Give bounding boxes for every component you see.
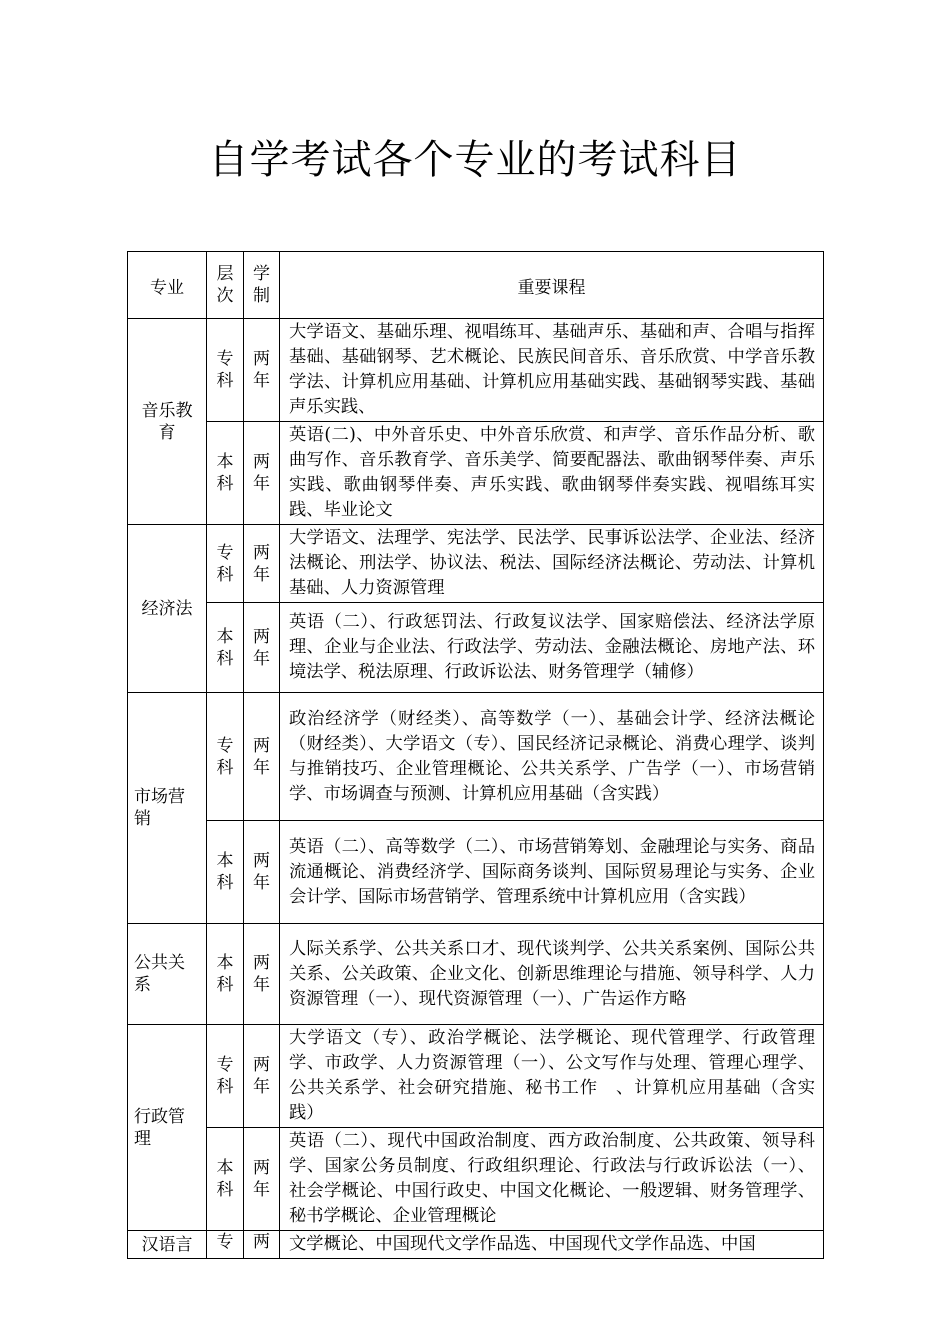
table-row [128,1231,824,1259]
header-system: 学制 [244,252,280,319]
system-cell: 两年 [244,319,280,422]
table-row [128,603,824,693]
major-cell: 音乐教育 [128,319,207,525]
level-cell: 专科 [207,525,244,603]
system-cell: 两年 [244,693,280,821]
header-major: 专业 [128,252,207,319]
level-cell: 专科 [207,693,244,821]
level-cell: 本科 [207,924,244,1025]
system-cell: 两 [244,1231,280,1259]
courses-cell: 英语（二）、行政惩罚法、行政复议法学、国家赔偿法、经济法学原理、企业与企业法、行政法学、劳动法、金融法概论、房地产法、环境法学、税法原理、行政诉讼法、财务管理学（辅修） [280,603,824,693]
level-cell: 专 [207,1231,244,1259]
level-cell: 本科 [207,603,244,693]
system-cell: 两年 [244,422,280,525]
courses-cell: 大学语文、法理学、宪法学、民法学、民事诉讼法学、企业法、经济法概论、刑法学、协议法、税法、国际经济法概论、劳动法、计算机基础、人力资源管理 [280,525,824,603]
table-row [128,525,824,603]
system-cell: 两年 [244,821,280,924]
header-level: 层次 [207,252,244,319]
courses-cell: 英语（二）、现代中国政治制度、西方政治制度、公共政策、领导科学、国家公务员制度、行政组织理论、行政法与行政诉讼法（一）、社会学概论、中国行政史、中国文化概论、一般逻辑、财务管理学、秘书学概论、企业管理概论 [280,1128,824,1231]
table-row [128,821,824,924]
system-cell: 两年 [244,525,280,603]
courses-cell: 人际关系学、公共关系口才、现代谈判学、公共关系案例、国际公共关系、公关政策、企业文化、创新思维理论与措施、领导科学、人力资源管理（一）、现代资源管理（一）、广告运作方略 [280,924,824,1025]
major-cell: 汉语言 [128,1231,207,1259]
level-cell: 本科 [207,422,244,525]
major-cell: 经济法 [128,525,207,693]
table-row [128,319,824,422]
level-cell: 本科 [207,1128,244,1231]
major-cell: 市场营销 [128,693,207,924]
courses-cell: 文学概论、中国现代文学作品选、中国现代文学作品选、中国 [280,1231,824,1259]
table-row [128,693,824,821]
curriculum-table [127,251,824,1259]
system-cell: 两年 [244,603,280,693]
page-title: 自学考试各个专业的考试科目 [208,137,742,183]
courses-cell: 大学语文（专）、政治学概论、法学概论、现代管理学、行政管理学、市政学、人力资源管理（一）、公文写作与处理、管理心理学、公共关系学、社会研究措施、秘书工作 、计算机应用基础（含实践） [280,1025,824,1128]
table-row [128,1025,824,1128]
system-cell: 两年 [244,924,280,1025]
major-cell: 公共关系 [128,924,207,1025]
table-row [128,924,824,1025]
major-cell: 行政管理 [128,1025,207,1231]
courses-cell: 政治经济学（财经类）、高等数学（一）、基础会计学、经济法概论（财经类）、大学语文（专）、国民经济记录概论、消费心理学、谈判与推销技巧、企业管理概论、公共关系学、广告学（一）、市场营销学、市场调查与预测、计算机应用基础（含实践） [280,693,824,821]
table-row [128,422,824,525]
table-row [128,1128,824,1231]
table-header-row [128,252,824,319]
level-cell: 专科 [207,319,244,422]
header-courses: 重要课程 [280,252,824,319]
courses-cell: 英语(二)、中外音乐史、中外音乐欣赏、和声学、音乐作品分析、歌曲写作、音乐教育学、音乐美学、简要配器法、歌曲钢琴伴奏、声乐实践、歌曲钢琴伴奏、声乐实践、歌曲钢琴伴奏实践、视唱练耳实践、毕业论文 [280,422,824,525]
courses-cell: 大学语文、基础乐理、视唱练耳、基础声乐、基础和声、合唱与指挥基础、基础钢琴、艺术概论、民族民间音乐、音乐欣赏、中学音乐教学法、计算机应用基础、计算机应用基础实践、基础钢琴实践、基础声乐实践、 [280,319,824,422]
system-cell: 两年 [244,1025,280,1128]
level-cell: 本科 [207,821,244,924]
courses-cell: 英语（二）、高等数学（二）、市场营销筹划、金融理论与实务、商品流通概论、消费经济学、国际商务谈判、国际贸易理论与实务、企业会计学、国际市场营销学、管理系统中计算机应用（含实践） [280,821,824,924]
level-cell: 专科 [207,1025,244,1128]
system-cell: 两年 [244,1128,280,1231]
